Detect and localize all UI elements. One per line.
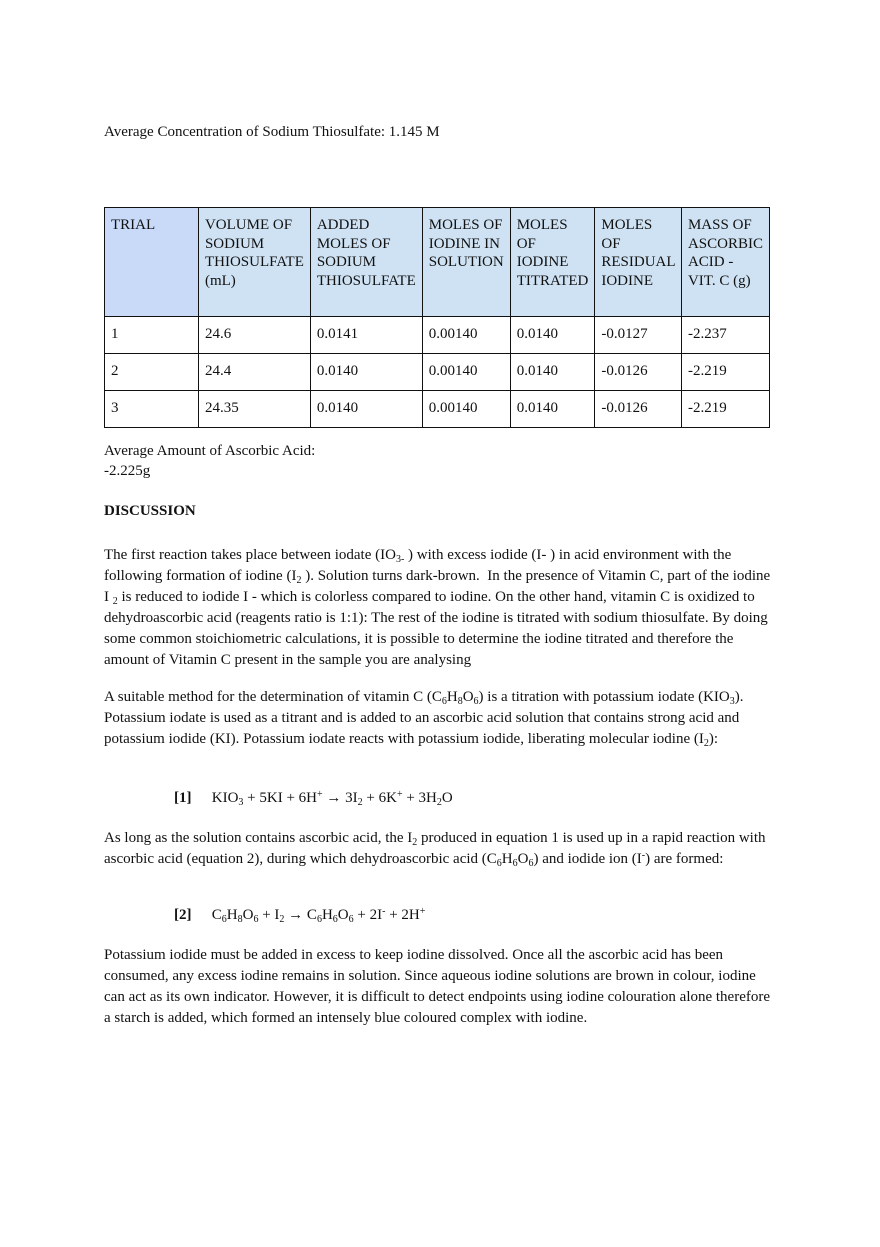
header-added-moles: ADDED MOLES OF SODIUM THIOSULFATE (310, 208, 422, 317)
table-cell: -0.0127 (595, 317, 682, 354)
table-row (105, 391, 770, 428)
table-cell: -2.219 (681, 391, 769, 428)
table-row (105, 317, 770, 354)
table-cell: 0.0140 (510, 354, 595, 391)
header-volume: VOLUME OF SODIUM THIOSULFATE (mL) (198, 208, 310, 317)
table-cell: 0.0140 (510, 317, 595, 354)
discussion-paragraph-3: As long as the solution contains ascorbic acid, the $I_2$ produced in equation 1 is used up in a rapid reaction with ascorbic acid (equation 2), during which dehydroascorbic acid $(C_6H_6O_6)$ and iodide ion (I-) are formed: (104, 830, 766, 869)
equation-2 (174, 907, 425, 924)
table-cell: -2.237 (681, 317, 769, 354)
table-cell: 0.0140 (310, 391, 422, 428)
average-amount-label: Average Amount of Ascorbic Acid: (104, 443, 316, 459)
equation-1 (174, 790, 453, 807)
results-table (104, 207, 770, 428)
table-cell: 0.00140 (422, 391, 510, 428)
average-amount (104, 441, 315, 481)
equation-1-formula: $KIO_3 + 5KI + 6H^+ \to 3I_2 + 6K^+ + 3H_2O$ (211, 789, 453, 808)
table-row (105, 354, 770, 391)
header-trial: TRIAL (105, 208, 199, 317)
header-moles-residual-iodine: MOLES OF RESIDUAL IODINE (595, 208, 682, 317)
header-moles-iodine-titrated: MOLES OF IODINE TITRATED (510, 208, 595, 317)
discussion-paragraph-2: A suitable method for the determination of vitamin C $(C_6H_8O_6)$ is a titration with potassium iodate $(KIO_3)$. Potassium iodate is used as a titrant and is added to an ascorbic acid solution that contains strong acid and potassium iodide (KI). Potassium iodate reacts with potassium iodide, liberating molecular iodine $(I_2)$: (104, 689, 744, 749)
table-cell: -0.0126 (595, 354, 682, 391)
table-cell: 2 (105, 354, 199, 391)
table-cell: 24.6 (198, 317, 310, 354)
equation-1-number: [1] (174, 790, 192, 806)
table-header-row (105, 208, 770, 317)
table-cell: 0.0141 (310, 317, 422, 354)
table-cell: -2.219 (681, 354, 769, 391)
table-cell: 3 (105, 391, 199, 428)
average-concentration: Average Concentration of Sodium Thiosulfate: 1.145 M (104, 124, 440, 140)
equation-2-number: [2] (174, 907, 192, 923)
table-cell: 24.35 (198, 391, 310, 428)
equation-2-formula: $C_6H_8O_6 + I_2 \to C_6H_6O_6 + 2I^- + 2H^+$ (211, 906, 426, 925)
table-cell: 0.0140 (510, 391, 595, 428)
header-moles-iodine-solution: MOLES OF IODINE IN SOLUTION (422, 208, 510, 317)
discussion-paragraph-4: Potassium iodide must be added in excess to keep iodine dissolved. Once all the ascorbic acid has been consumed, any excess iodine remains in solution. Since aqueous iodine solutions are brown in colour, iodine can act as its own indicator. However, it is difficult to detect endpoints using iodine colouration alone therefore a starch is added, which formed an intensely blue coloured complex with iodine. (104, 947, 771, 1026)
table-cell: 0.00140 (422, 317, 510, 354)
average-amount-value: -2.225g (104, 463, 151, 479)
table-cell: 0.00140 (422, 354, 510, 391)
discussion-heading: DISCUSSION (104, 503, 196, 519)
table-cell: 24.4 (198, 354, 310, 391)
table-cell: 0.0140 (310, 354, 422, 391)
table-cell: 1 (105, 317, 199, 354)
discussion-paragraph-1: The first reaction takes place between iodate ($IO_{3-}$ ) with excess iodide (I- ) in acid environment with the following formation of iodine ($I_2$ ). Solution turns dark-brown. In the presence of Vitamin C, part of the iodine I $_2$ is reduced to iodide I - which is colorless compared to iodine. On the other hand, vitamin C is oxidized to dehydroascorbic acid (reagents ratio is 1:1): The rest of the iodine is titrated with sodium thiosulfate. By doing some common stoichiometric calculations, it is possible to determine the iodine titrated and therefore the amount of Vitamin C present in the sample you are analysing (104, 547, 771, 668)
header-mass-ascorbic-acid: MASS OF ASCORBIC ACID - VIT. C (g) (681, 208, 769, 317)
table-cell: -0.0126 (595, 391, 682, 428)
